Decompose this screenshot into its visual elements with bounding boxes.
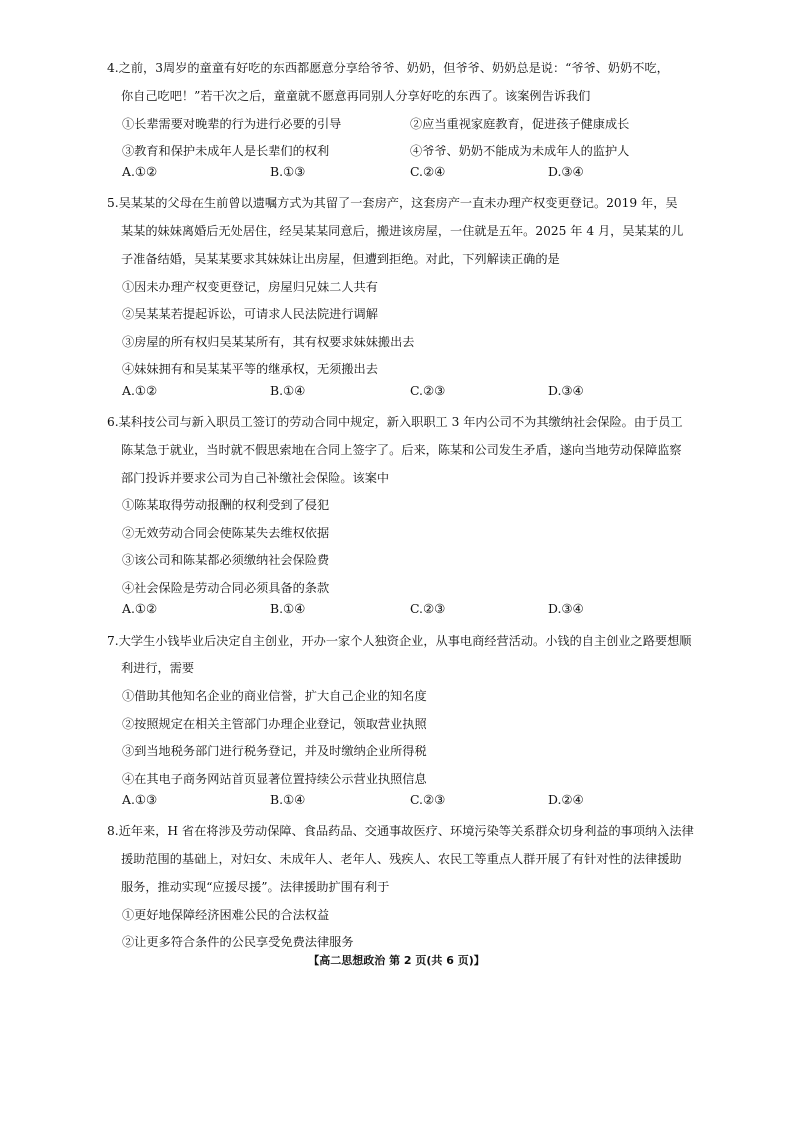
- q7-choice-b: B.①④: [270, 792, 306, 807]
- q5-choice-b: B.①④: [270, 383, 306, 398]
- q6-statement-1: ①陈某取得劳动报酬的权利受到了侵犯: [122, 498, 330, 512]
- q6-choice-a: A.①②: [122, 601, 158, 616]
- q5-stem-line3: 子准备结婚，吴某某要求其妹妹让出房屋，但遭到拒绝。对此，下列解读正确的是: [121, 252, 560, 266]
- q8-statement-1: ①更好地保障经济困难公民的合法权益: [122, 908, 330, 922]
- q4-statement-4: ④爷爷、奶奶不能成为未成年人的监护人: [410, 144, 630, 158]
- q4-choice-b: B.①③: [270, 164, 306, 179]
- q5-statement-2: ②吴某某若提起诉讼，可请求人民法院进行调解: [122, 307, 378, 321]
- q6-stem-line1: 6.某科技公司与新入职员工签订的劳动合同中规定，新入职职工 3 年内公司不为其缴纳社会保险。由于员工: [107, 415, 683, 429]
- q5-statement-1: ①因未办理产权变更登记，房屋归兄妹二人共有: [122, 280, 378, 294]
- q8-stem-line1: 8.近年来，H 省在将涉及劳动保障、食品药品、交通事故医疗、环境污染等关系群众切身利益的事项纳入法律: [107, 824, 694, 838]
- q6-choice-c: C.②③: [410, 601, 446, 616]
- q7-choice-a: A.①③: [122, 792, 158, 807]
- q7-statement-2: ②按照规定在相关主管部门办理企业登记，领取营业执照: [122, 717, 427, 731]
- q5-choice-a: A.①②: [122, 383, 158, 398]
- q8-statement-2: ②让更多符合条件的公民享受免费法律服务: [122, 935, 354, 949]
- q5-statement-3: ③房屋的所有权归吴某某所有，其有权要求妹妹搬出去: [122, 335, 415, 349]
- q5-statement-4: ④妹妹拥有和吴某某平等的继承权，无须搬出去: [122, 362, 378, 376]
- q7-choice-d: D.②④: [548, 792, 584, 807]
- q5-stem-line1: 5.吴某某的父母在生前曾以遗嘱方式为其留了一套房产，这套房产一直未办理产权变更登记。2019 年，吴: [107, 196, 678, 210]
- q4-stem-line2: 你自己吃吧！”若干次之后，童童就不愿意再同别人分享好吃的东西了。该案例告诉我们: [121, 89, 591, 103]
- q4-choice-a: A.①②: [122, 164, 158, 179]
- q7-statement-3: ③到当地税务部门进行税务登记，并及时缴纳企业所得税: [122, 744, 427, 758]
- q6-statement-4: ④社会保险是劳动合同必须具备的条款: [122, 581, 330, 595]
- q4-statement-1: ①长辈需要对晚辈的行为进行必要的引导: [122, 117, 342, 131]
- q6-choice-d: D.③④: [548, 601, 584, 616]
- q5-choice-c: C.②③: [410, 383, 446, 398]
- q6-stem-line2: 陈某急于就业，当时就不假思索地在合同上签字了。后来，陈某和公司发生矛盾，遂向当地劳动保障监察: [121, 443, 682, 457]
- q7-stem-line2: 利进行，需要: [121, 661, 195, 675]
- q4-choice-d: D.③④: [548, 164, 584, 179]
- q6-stem-line3: 部门投诉并要求公司为自己补缴社会保险。该案中: [121, 471, 390, 485]
- q7-statement-1: ①借助其他知名企业的商业信誉，扩大自己企业的知名度: [122, 689, 427, 703]
- page-footer: 【高二思想政治 第 2 页(共 6 页)】: [308, 954, 485, 967]
- q6-statement-2: ②无效劳动合同会使陈某失去维权依据: [122, 526, 330, 540]
- q7-choice-c: C.②③: [410, 792, 446, 807]
- q4-statement-2: ②应当重视家庭教育，促进孩子健康成长: [410, 117, 630, 131]
- q7-statement-4: ④在其电子商务网站首页显著位置持续公示营业执照信息: [122, 772, 427, 786]
- q5-choice-d: D.③④: [548, 383, 584, 398]
- q8-stem-line3: 服务，推动实现“应援尽援”。法律援助扩围有利于: [121, 880, 390, 894]
- q7-stem-line1: 7.大学生小钱毕业后决定自主创业，开办一家个人独资企业，从事电商经营活动。小钱的自主创业之路要想顺: [107, 634, 692, 648]
- q6-statement-3: ③该公司和陈某都必须缴纳社会保险费: [122, 553, 330, 567]
- q8-stem-line2: 援助范围的基础上，对妇女、未成年人、老年人、残疾人、农民工等重点人群开展了有针对性的法律援助: [121, 852, 682, 866]
- q4-statement-3: ③教育和保护未成年人是长辈们的权利: [122, 144, 330, 158]
- q4-choice-c: C.②④: [410, 164, 446, 179]
- q5-stem-line2: 某某的妹妹离婚后无处居住，经吴某某同意后，搬进该房屋，一住就是五年。2025 年 4 月，吴某某的儿: [121, 224, 684, 238]
- q6-choice-b: B.①④: [270, 601, 306, 616]
- q4-stem-line1: 4.之前，3周岁的童童有好吃的东西都愿意分享给爷爷、奶奶，但爷爷、奶奶总是说：“爷爷、奶奶不吃，: [107, 61, 669, 75]
